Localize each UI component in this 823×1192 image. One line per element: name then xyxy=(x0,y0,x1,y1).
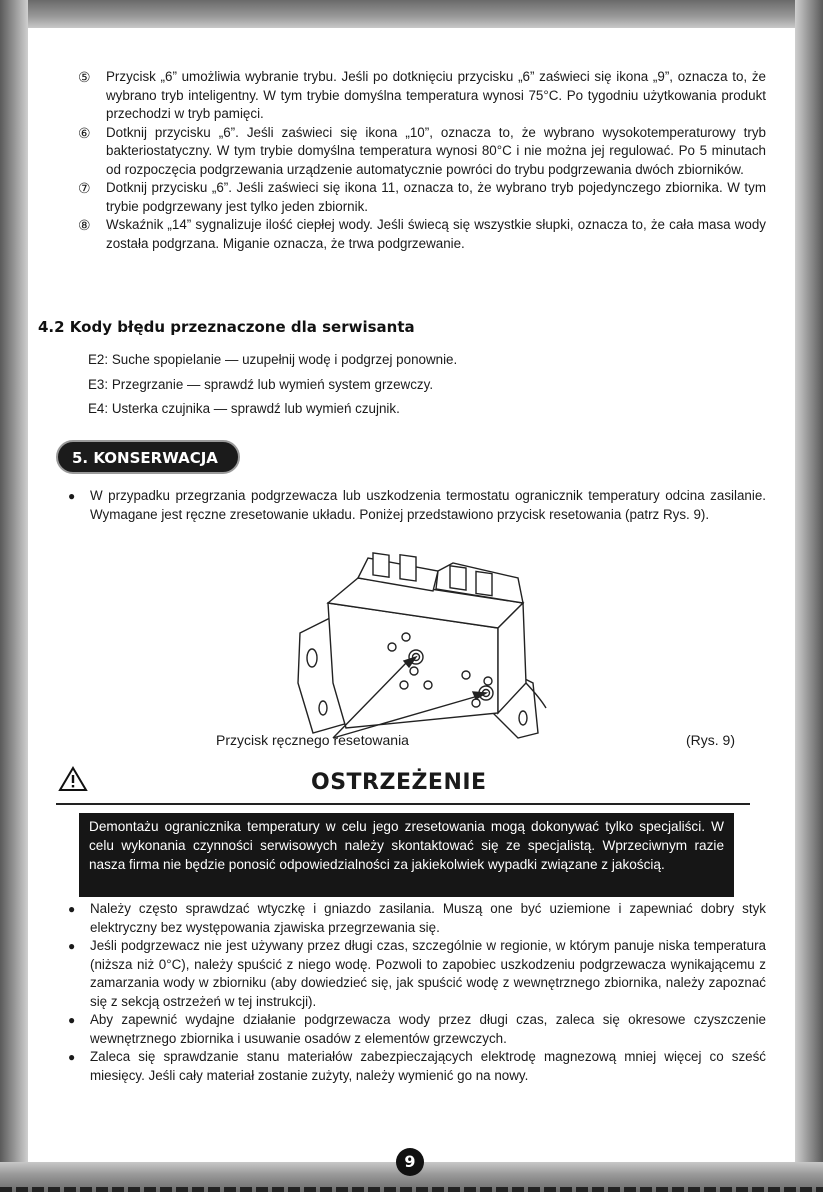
bullet-icon: ● xyxy=(68,902,76,916)
step-item-8 xyxy=(78,216,766,253)
step-item-6 xyxy=(78,124,766,180)
list-item xyxy=(68,937,766,1011)
step-text: Wskaźnik „14” sygnalizuje ilość ciepłej wody. Jeśli świecą się wszystkie słupki, oznacza to, że cała masa wody została podgrzana. Miganie oznacza, że trwa podgrzewanie. xyxy=(106,217,766,251)
list-item xyxy=(68,487,766,524)
bullet-icon: ● xyxy=(68,1013,76,1027)
step-item-7 xyxy=(78,179,766,216)
list-item xyxy=(68,900,766,937)
bullet-text: Zaleca się sprawdzanie stanu materiałów zabezpieczających elektrodę magnezową mniej więcej co sześć miesięcy. Jeśli cały materiał zostanie zużyty, należy wymienić go na nowy. xyxy=(90,1049,766,1083)
step-text: Przycisk „6” umożliwia wybranie trybu. Jeśli po dotknięciu przycisku „6” zaświeci się ikona „9”, oznacza to, że wybrano tryb inteligentny. W tym trybie domyślna temperatura wynosi 75°C. Po tygodniu użytkowania produkt przechodzi w tryb pamięci. xyxy=(106,69,766,121)
bullet-text: Aby zapewnić wydajne działanie podgrzewacza wody przez długi czas, zaleca się okresowe czyszczenie wewnętrznego zbiornika i usuwanie osadów z elementów grzewczych. xyxy=(90,1012,766,1046)
maintenance-bullets xyxy=(68,900,766,1085)
section-5-heading: 5. KONSERWACJA xyxy=(56,440,240,474)
error-codes-list xyxy=(88,348,457,422)
page-frame-right xyxy=(795,0,823,1192)
warning-title: OSTRZEŻENIE xyxy=(311,770,487,795)
maintenance-intro xyxy=(68,487,766,524)
bottom-dash-border xyxy=(0,1187,823,1192)
step-text: Dotknij przycisku „6”. Jeśli zaświeci się ikona „10”, oznacza to, że wybrano wysokotemperaturowy tryb bakteriostatyczny. W tym trybie domyślna temperatura wynosi 80°C i nie można jej regulować. Po 5 minutach od rozpoczęcia podgrzewania urządzenie automatycznie powróci do trybu podgrzewania dwóch zbiorników. xyxy=(106,124,766,177)
step-number: ⑧ xyxy=(78,217,91,233)
mode-steps-list xyxy=(78,68,766,253)
bullet-text: Należy często sprawdzać wtyczkę i gniazdo zasilania. Muszą one być uziemione i zapewniać dobry styk elektryczny bez występowania zjawiska przegrzewania się. xyxy=(90,901,766,935)
step-number: ⑦ xyxy=(78,180,91,196)
page-frame-top xyxy=(0,0,823,28)
page-number: 9 xyxy=(396,1148,424,1176)
page-content xyxy=(28,28,795,1171)
manual-page xyxy=(28,28,795,1171)
list-item xyxy=(68,1011,766,1048)
warning-triangle-icon xyxy=(58,766,88,792)
bullet-icon: ● xyxy=(68,939,76,953)
step-text: Dotknij przycisku „6”. Jeśli zaświeci się ikona 11, oznacza to, że wybrano tryb pojedynczego zbiornika. W tym trybie podgrzewany jest tylko jeden zbiornik. xyxy=(106,180,766,214)
error-code-e3: E3: Przegrzanie — sprawdź lub wymień system grzewczy. xyxy=(88,376,434,392)
figure-caption: Przycisk ręcznego resetowania xyxy=(216,732,409,748)
warning-box: Demontażu ogranicznika temperatury w celu jego zresetowania mogą dokonywać tylko specjaliści. W celu wykonania czynności serwisowych należy skontaktować się ze specjalistą. Wprzeciwnym razie nasza firma nie będzie ponosić odpowiedzialności za jakiekolwiek wypadki związane z jakością. xyxy=(79,813,734,897)
section-4-2-heading: 4.2 Kody błędu przeznaczone dla serwisanta xyxy=(38,318,415,336)
page-frame-left xyxy=(0,0,28,1192)
thermostat-illustration xyxy=(288,533,548,743)
step-item-5 xyxy=(78,68,766,124)
list-item xyxy=(68,1048,766,1085)
bullet-text: Jeśli podgrzewacz nie jest używany przez długi czas, szczególnie w regionie, w którym panuje niska temperatura (niższa niż 0°C), należy spuścić z niego wodę. Pozwoli to zapobiec uszkodzeniu podgrzewacza wynikającemu z zamarzania wody w zbiorniku (aby dowiedzieć się, jak spuścić wodę z wewnętrznego zbiornika, należy zapoznać się z sekcją ostrzeżeń w tej instrukcji). xyxy=(90,938,766,1009)
figure-reference: (Rys. 9) xyxy=(686,732,735,748)
warning-divider xyxy=(56,803,750,805)
intro-text: W przypadku przegrzania podgrzewacza lub uszkodzenia termostatu ogranicznik temperatury odcina zasilanie. Wymagane jest ręczne zresetowanie układu. Poniżej przedstawiono przycisk resetowania (patrz Rys. 9). xyxy=(90,488,766,522)
bullet-icon: ● xyxy=(68,1050,76,1064)
error-code-e2: E2: Suche spopielanie — uzupełnij wodę i podgrzej ponownie. xyxy=(88,352,458,367)
bullet-icon: ● xyxy=(68,489,76,503)
step-number: ⑥ xyxy=(78,124,91,141)
error-code-e4: E4: Usterka czujnika — sprawdź lub wymień czujnik. xyxy=(88,401,400,416)
step-number: ⑤ xyxy=(78,69,91,85)
